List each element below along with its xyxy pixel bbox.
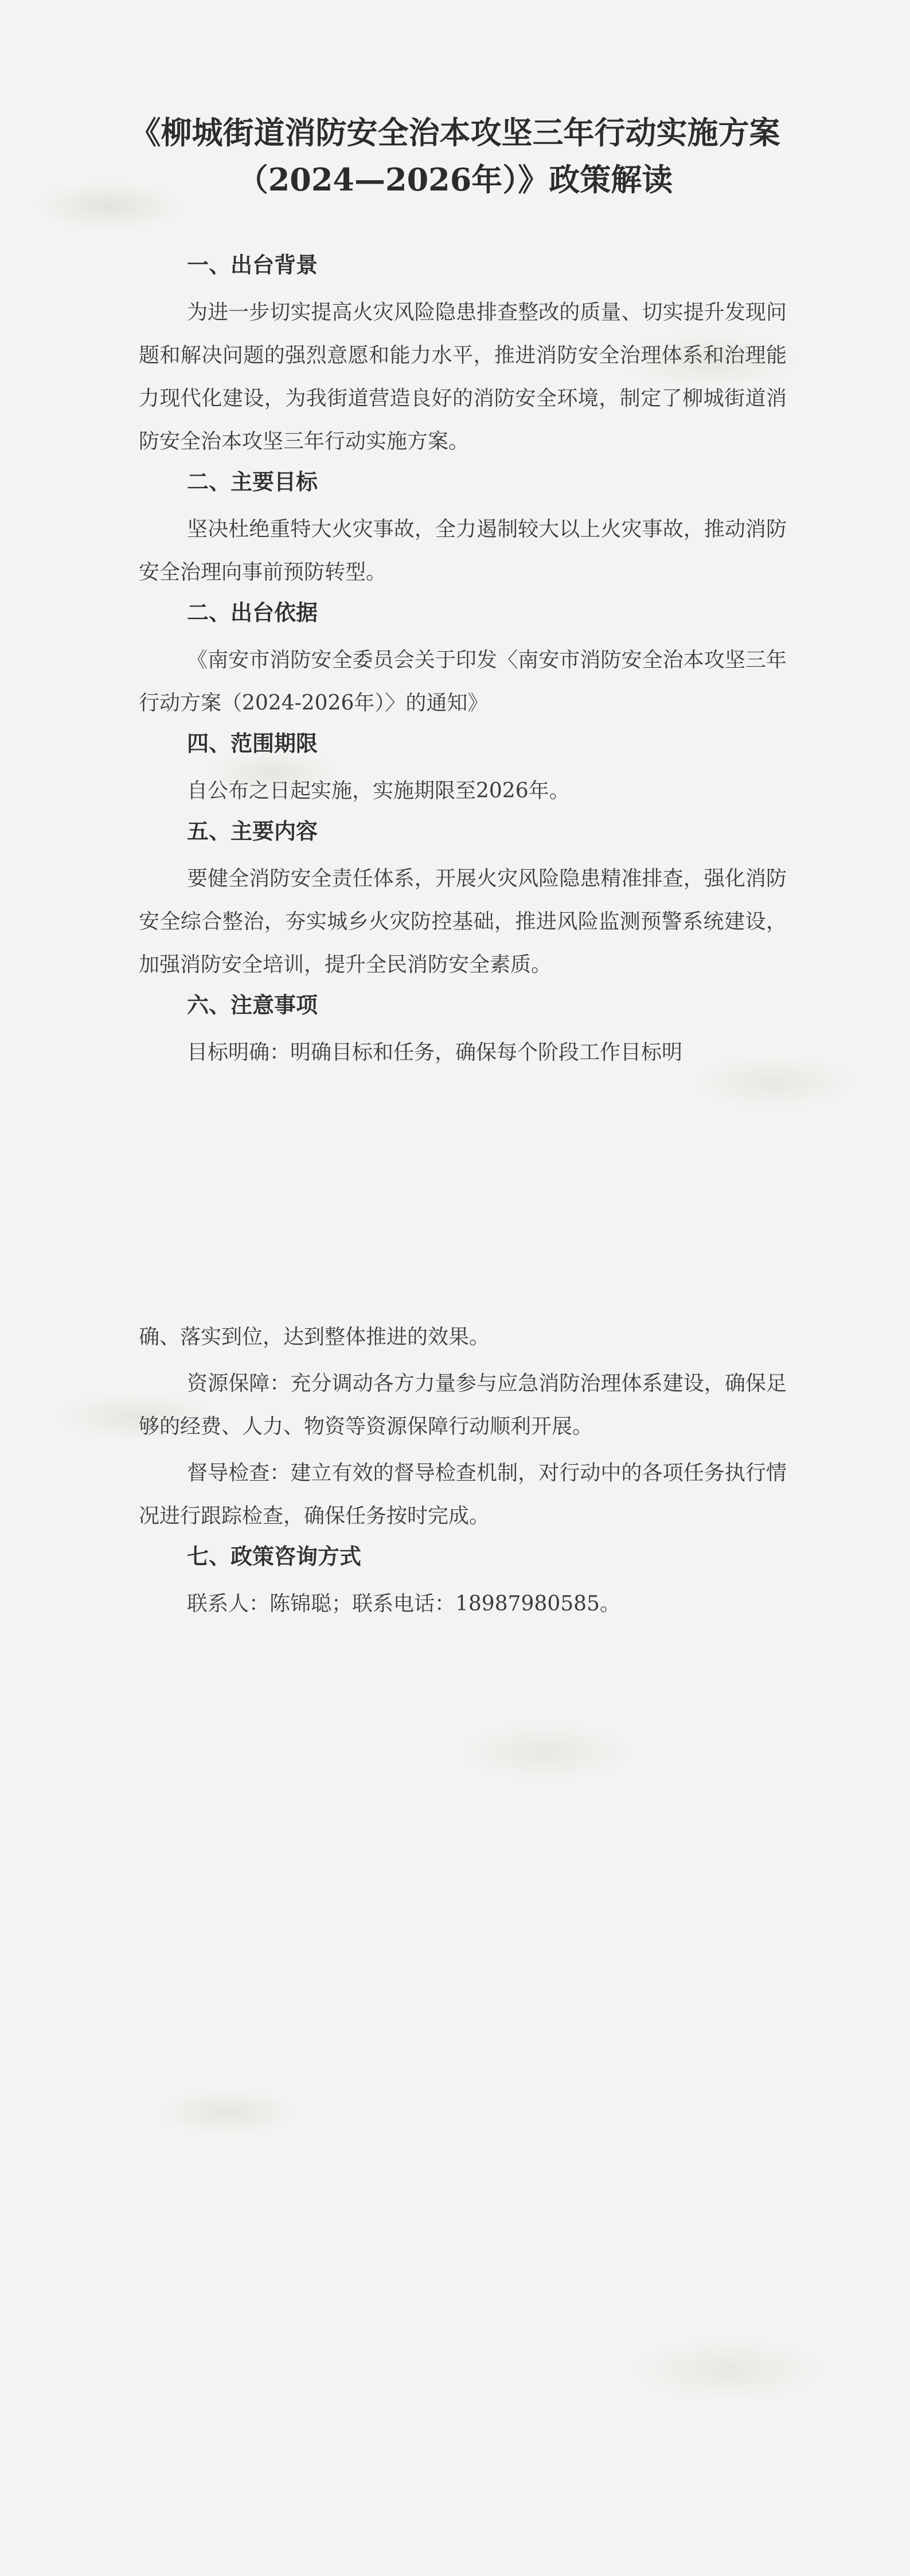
section-scope — [139, 728, 787, 812]
section-paragraph: 资源保障：充分调动各方力量参与应急消防治理体系建设，确保足够的经费、人力、物资等资源保障行动顺利开展。 — [139, 1372, 787, 1438]
section-goals — [139, 466, 787, 594]
section-paragraph: 自公布之日起实施，实施期限至2026年。 — [187, 779, 570, 803]
section-heading: 六、注意事项 — [187, 993, 318, 1018]
section-contact — [139, 1541, 787, 1625]
document-body — [139, 250, 787, 1629]
page-title: 《柳城街道消防安全治本攻坚三年行动实施方案（2024—2026年）》政策解读 — [130, 114, 780, 198]
section-paragraph: 坚决杜绝重特大火灾事故，全力遏制较大以上火灾事故，推动消防安全治理向事前预防转型。 — [139, 517, 787, 584]
contact-info: 联系人：陈锦聪；联系电话：18987980585。 — [187, 1592, 620, 1616]
section-paragraph: 《南安市消防安全委员会关于印发〈南安市消防安全治本攻坚三年行动方案（2024-2026年）〉的通知》 — [139, 648, 787, 715]
section-paragraph: 要健全消防安全责任体系，开展火灾风险隐患精准排查，强化消防安全综合整治，夯实城乡火灾防控基础，推进风险监测预警系统建设，加强消防安全培训，提升全民消防安全素质。 — [139, 867, 787, 976]
section-paragraph: 目标明确：明确目标和任务，确保每个阶段工作目标明 — [187, 1041, 683, 1064]
section-heading: 四、范围期限 — [187, 731, 318, 756]
section-paragraph: 督导检查：建立有效的督导检查机制，对行动中的各项任务执行情况进行跟踪检查，确保任务按时完成。 — [139, 1461, 787, 1528]
section-content — [139, 816, 787, 986]
section-background — [139, 250, 787, 463]
section-heading: 二、出台依据 — [187, 600, 318, 625]
page-break-gap — [139, 1077, 787, 1316]
section-heading: 二、主要目标 — [187, 469, 318, 495]
section-notes — [139, 990, 787, 1538]
section-basis — [139, 597, 787, 725]
section-heading: 五、主要内容 — [187, 819, 318, 844]
section-heading: 一、出台背景 — [187, 252, 318, 278]
section-heading: 七、政策咨询方式 — [187, 1544, 362, 1569]
section-paragraph: 为进一步切实提高火灾风险隐患排查整改的质量、切实提升发现问题和解决问题的强烈意愿和能力水平，推进消防安全治理体系和治理能力现代化建设，为我街道营造良好的消防安全环境，制定了柳城街道消防安全治本攻坚三年行动实施方案。 — [139, 301, 787, 453]
section-paragraph-continued: 确、落实到位，达到整体推进的效果。 — [139, 1325, 490, 1349]
